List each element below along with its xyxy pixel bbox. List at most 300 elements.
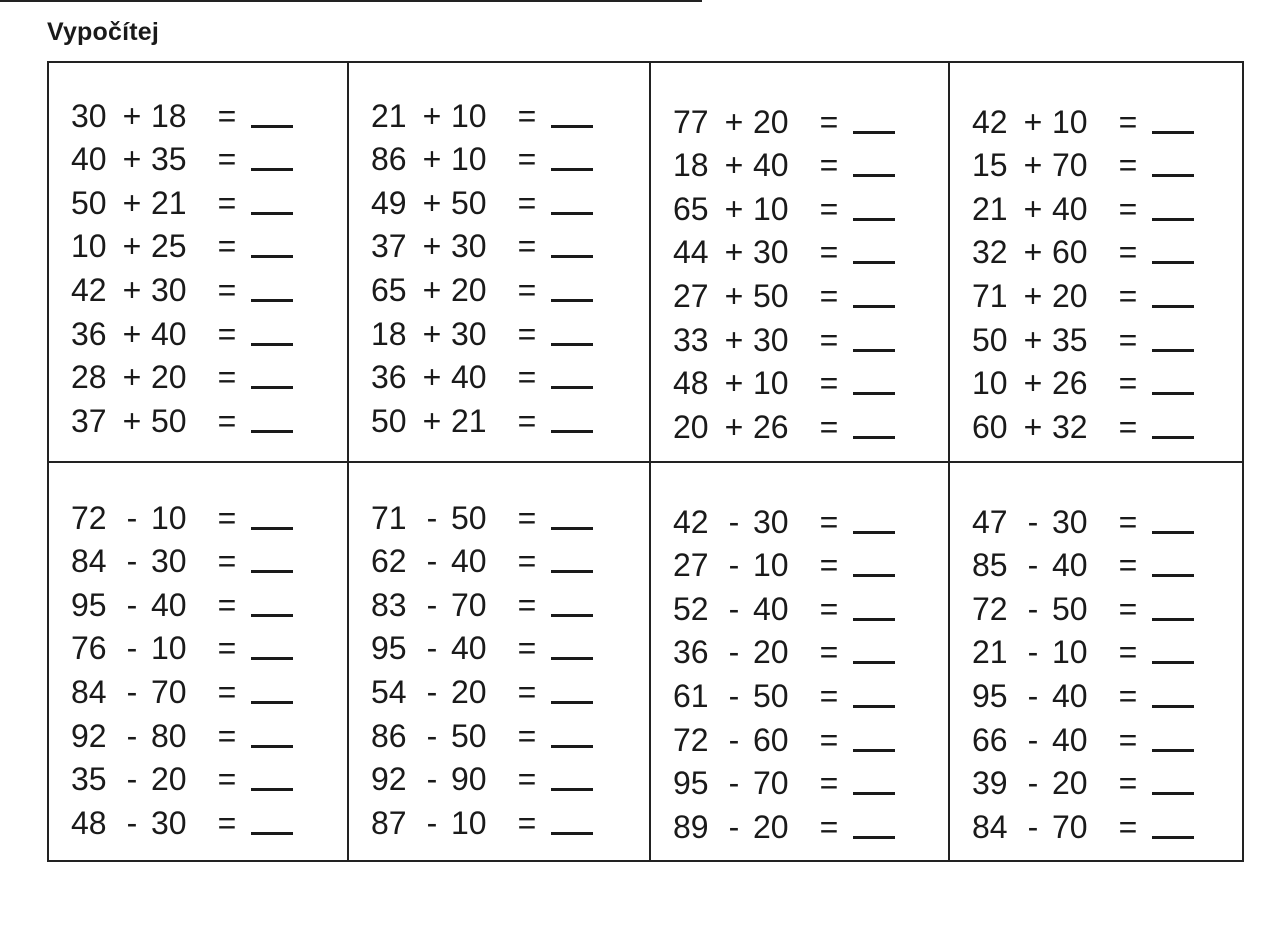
second-operand: 20 — [151, 761, 187, 798]
answer-blank[interactable] — [853, 531, 895, 534]
operator: + — [1023, 408, 1043, 445]
answer-blank[interactable] — [251, 745, 293, 748]
first-operand: 85 — [972, 547, 1008, 584]
first-operand: 52 — [673, 590, 709, 627]
operator: + — [422, 97, 442, 134]
second-operand: 80 — [151, 717, 187, 754]
answer-blank[interactable] — [1152, 836, 1194, 839]
math-problem — [71, 664, 347, 708]
equals-sign: = — [517, 543, 537, 580]
answer-blank[interactable] — [1152, 705, 1194, 708]
operator: + — [724, 365, 744, 402]
answer-blank[interactable] — [251, 788, 293, 791]
first-operand: 65 — [371, 271, 407, 308]
first-operand: 20 — [673, 408, 709, 445]
second-operand: 40 — [1052, 677, 1088, 714]
math-problem — [972, 712, 1242, 756]
first-operand: 21 — [972, 190, 1008, 227]
answer-blank[interactable] — [1152, 218, 1194, 221]
second-operand: 40 — [1052, 721, 1088, 758]
answer-blank[interactable] — [251, 527, 293, 530]
math-problem — [371, 350, 649, 394]
second-operand: 26 — [1052, 365, 1088, 402]
answer-blank[interactable] — [551, 430, 593, 433]
equals-sign: = — [819, 721, 839, 758]
equals-sign: = — [517, 184, 537, 221]
operator: - — [728, 765, 740, 802]
second-operand: 40 — [451, 543, 487, 580]
first-operand: 72 — [673, 721, 709, 758]
first-operand: 87 — [371, 804, 407, 841]
first-operand: 92 — [371, 761, 407, 798]
first-operand: 42 — [673, 503, 709, 540]
second-operand: 50 — [753, 277, 789, 314]
operator: - — [426, 804, 438, 841]
answer-blank[interactable] — [1152, 305, 1194, 308]
top-rule — [0, 0, 702, 2]
equals-sign: = — [1118, 408, 1138, 445]
first-operand: 86 — [371, 717, 407, 754]
operator: - — [1027, 677, 1039, 714]
equals-sign: = — [517, 271, 537, 308]
answer-blank[interactable] — [1152, 174, 1194, 177]
first-operand: 76 — [71, 630, 107, 667]
math-problem — [972, 494, 1242, 538]
first-operand: 36 — [371, 359, 407, 396]
equals-sign: = — [1118, 503, 1138, 540]
answer-blank[interactable] — [853, 305, 895, 308]
answer-blank[interactable] — [551, 168, 593, 171]
equals-sign: = — [517, 359, 537, 396]
operator: - — [126, 804, 138, 841]
second-operand: 30 — [451, 315, 487, 352]
math-problem — [371, 219, 649, 263]
equals-sign: = — [819, 321, 839, 358]
answer-blank[interactable] — [551, 125, 593, 128]
operator: - — [126, 761, 138, 798]
math-problem — [673, 94, 948, 138]
second-operand: 20 — [451, 673, 487, 710]
operator: + — [1023, 365, 1043, 402]
operator: - — [1027, 765, 1039, 802]
answer-blank[interactable] — [1152, 392, 1194, 395]
math-problem — [673, 538, 948, 582]
first-operand: 50 — [71, 184, 107, 221]
math-problem — [972, 138, 1242, 182]
answer-blank[interactable] — [853, 261, 895, 264]
operator: + — [1023, 103, 1043, 140]
operator: + — [422, 402, 442, 439]
first-operand: 42 — [71, 271, 107, 308]
answer-blank[interactable] — [853, 218, 895, 221]
operator: + — [122, 359, 142, 396]
second-operand: 10 — [753, 547, 789, 584]
math-problem — [71, 219, 347, 263]
equals-sign: = — [819, 408, 839, 445]
equals-sign: = — [1118, 147, 1138, 184]
operator: + — [422, 141, 442, 178]
math-problem — [673, 225, 948, 269]
operator: + — [422, 228, 442, 265]
math-problem — [673, 356, 948, 400]
answer-blank[interactable] — [251, 343, 293, 346]
operator: - — [426, 717, 438, 754]
first-operand: 72 — [71, 499, 107, 536]
operator: - — [1027, 590, 1039, 627]
second-operand: 18 — [151, 97, 187, 134]
second-operand: 20 — [753, 634, 789, 671]
operator: + — [122, 141, 142, 178]
first-operand: 40 — [71, 141, 107, 178]
equals-sign: = — [217, 141, 237, 178]
first-operand: 95 — [673, 765, 709, 802]
first-operand: 95 — [371, 630, 407, 667]
operator: - — [126, 543, 138, 580]
equals-sign: = — [517, 717, 537, 754]
second-operand: 60 — [1052, 234, 1088, 271]
math-problem — [972, 181, 1242, 225]
answer-blank[interactable] — [551, 832, 593, 835]
math-problem — [71, 88, 347, 132]
answer-blank[interactable] — [853, 749, 895, 752]
math-problem — [71, 350, 347, 394]
math-problem — [71, 534, 347, 578]
answer-blank[interactable] — [551, 386, 593, 389]
answer-blank[interactable] — [251, 832, 293, 835]
math-problem — [972, 668, 1242, 712]
math-problem — [972, 312, 1242, 356]
answer-blank[interactable] — [251, 168, 293, 171]
answer-blank[interactable] — [853, 661, 895, 664]
math-problem — [371, 664, 649, 708]
operator: + — [1023, 321, 1043, 358]
first-operand: 83 — [371, 586, 407, 623]
math-problem — [972, 538, 1242, 582]
answer-blank[interactable] — [1152, 618, 1194, 621]
answer-blank[interactable] — [853, 705, 895, 708]
operator: + — [724, 408, 744, 445]
equals-sign: = — [217, 271, 237, 308]
math-problem — [371, 621, 649, 665]
answer-blank[interactable] — [251, 701, 293, 704]
first-operand: 21 — [972, 634, 1008, 671]
operator: + — [122, 228, 142, 265]
operator: - — [1027, 721, 1039, 758]
math-problem — [71, 175, 347, 219]
operator: + — [1023, 190, 1043, 227]
answer-blank[interactable] — [251, 299, 293, 302]
equals-sign: = — [819, 103, 839, 140]
math-problem — [673, 181, 948, 225]
first-operand: 21 — [371, 97, 407, 134]
first-operand: 36 — [673, 634, 709, 671]
answer-blank[interactable] — [853, 574, 895, 577]
second-operand: 10 — [451, 141, 487, 178]
second-operand: 10 — [753, 365, 789, 402]
answer-blank[interactable] — [251, 386, 293, 389]
answer-blank[interactable] — [1152, 261, 1194, 264]
worksheet-title: Vypočítej — [47, 18, 160, 46]
second-operand: 35 — [151, 141, 187, 178]
operator: + — [422, 184, 442, 221]
equals-sign: = — [217, 804, 237, 841]
answer-blank[interactable] — [1152, 131, 1194, 134]
operator: + — [422, 271, 442, 308]
first-operand: 37 — [371, 228, 407, 265]
equals-sign: = — [517, 228, 537, 265]
operator: - — [728, 677, 740, 714]
second-operand: 30 — [151, 271, 187, 308]
second-operand: 40 — [151, 315, 187, 352]
operator: - — [126, 499, 138, 536]
operator: + — [724, 103, 744, 140]
answer-blank[interactable] — [551, 527, 593, 530]
first-operand: 92 — [71, 717, 107, 754]
answer-blank[interactable] — [551, 788, 593, 791]
equals-sign: = — [217, 630, 237, 667]
first-operand: 61 — [673, 677, 709, 714]
equals-sign: = — [819, 634, 839, 671]
math-problem — [972, 356, 1242, 400]
second-operand: 50 — [1052, 590, 1088, 627]
first-operand: 27 — [673, 277, 709, 314]
second-operand: 70 — [451, 586, 487, 623]
equals-sign: = — [819, 277, 839, 314]
equals-sign: = — [517, 315, 537, 352]
answer-blank[interactable] — [1152, 436, 1194, 439]
second-operand: 10 — [451, 97, 487, 134]
answer-blank[interactable] — [1152, 749, 1194, 752]
second-operand: 30 — [753, 503, 789, 540]
math-problem — [71, 795, 347, 839]
first-operand: 86 — [371, 141, 407, 178]
operator: + — [724, 321, 744, 358]
first-operand: 84 — [972, 808, 1008, 845]
answer-blank[interactable] — [1152, 349, 1194, 352]
equals-sign: = — [517, 761, 537, 798]
answer-blank[interactable] — [551, 614, 593, 617]
answer-blank[interactable] — [853, 436, 895, 439]
operator: - — [426, 761, 438, 798]
answer-blank[interactable] — [1152, 661, 1194, 664]
math-problem — [972, 799, 1242, 843]
equals-sign: = — [1118, 103, 1138, 140]
second-operand: 90 — [451, 761, 487, 798]
operator: - — [728, 503, 740, 540]
answer-blank[interactable] — [551, 212, 593, 215]
first-operand: 60 — [972, 408, 1008, 445]
operator: - — [728, 808, 740, 845]
first-operand: 48 — [71, 804, 107, 841]
math-problem — [371, 175, 649, 219]
answer-blank[interactable] — [853, 392, 895, 395]
answer-blank[interactable] — [251, 255, 293, 258]
exercise-cell — [651, 63, 950, 463]
first-operand: 18 — [371, 315, 407, 352]
operator: + — [1023, 277, 1043, 314]
first-operand: 35 — [71, 761, 107, 798]
answer-blank[interactable] — [251, 430, 293, 433]
first-operand: 10 — [972, 365, 1008, 402]
answer-blank[interactable] — [1152, 531, 1194, 534]
answer-blank[interactable] — [251, 657, 293, 660]
math-problem — [673, 581, 948, 625]
equals-sign: = — [217, 97, 237, 134]
math-problem — [71, 490, 347, 534]
first-operand: 71 — [972, 277, 1008, 314]
math-problem — [71, 621, 347, 665]
answer-blank[interactable] — [1152, 792, 1194, 795]
answer-blank[interactable] — [853, 836, 895, 839]
second-operand: 30 — [753, 234, 789, 271]
exercise-cell — [49, 463, 349, 860]
answer-blank[interactable] — [853, 131, 895, 134]
second-operand: 10 — [1052, 103, 1088, 140]
first-operand: 77 — [673, 103, 709, 140]
operator: - — [1027, 808, 1039, 845]
math-problem — [371, 490, 649, 534]
second-operand: 35 — [1052, 321, 1088, 358]
second-operand: 30 — [451, 228, 487, 265]
second-operand: 40 — [753, 147, 789, 184]
answer-blank[interactable] — [551, 657, 593, 660]
first-operand: 89 — [673, 808, 709, 845]
math-problem — [371, 262, 649, 306]
first-operand: 66 — [972, 721, 1008, 758]
math-problem — [673, 756, 948, 800]
equals-sign: = — [819, 677, 839, 714]
math-problem — [371, 534, 649, 578]
equals-sign: = — [819, 765, 839, 802]
operator: - — [1027, 547, 1039, 584]
second-operand: 20 — [1052, 277, 1088, 314]
first-operand: 28 — [71, 359, 107, 396]
operator: + — [122, 315, 142, 352]
equals-sign: = — [217, 402, 237, 439]
first-operand: 65 — [673, 190, 709, 227]
math-problem — [972, 225, 1242, 269]
answer-blank[interactable] — [551, 255, 593, 258]
equals-sign: = — [1118, 634, 1138, 671]
equals-sign: = — [819, 547, 839, 584]
operator: + — [724, 190, 744, 227]
equals-sign: = — [1118, 765, 1138, 802]
math-problem — [371, 795, 649, 839]
equals-sign: = — [1118, 321, 1138, 358]
answer-blank[interactable] — [251, 212, 293, 215]
equals-sign: = — [217, 499, 237, 536]
operator: + — [724, 277, 744, 314]
math-problem — [972, 625, 1242, 669]
operator: - — [1027, 634, 1039, 671]
math-problem — [972, 756, 1242, 800]
answer-blank[interactable] — [853, 792, 895, 795]
equals-sign: = — [1118, 365, 1138, 402]
second-operand: 30 — [151, 543, 187, 580]
operator: + — [724, 234, 744, 271]
second-operand: 40 — [753, 590, 789, 627]
math-problem — [673, 799, 948, 843]
operator: + — [1023, 234, 1043, 271]
second-operand: 10 — [1052, 634, 1088, 671]
answer-blank[interactable] — [1152, 574, 1194, 577]
answer-blank[interactable] — [251, 614, 293, 617]
first-operand: 48 — [673, 365, 709, 402]
math-problem — [371, 306, 649, 350]
exercise-cell — [950, 63, 1242, 463]
answer-blank[interactable] — [251, 125, 293, 128]
first-operand: 95 — [71, 586, 107, 623]
math-problem — [71, 132, 347, 176]
equals-sign: = — [1118, 808, 1138, 845]
equals-sign: = — [217, 543, 237, 580]
first-operand: 15 — [972, 147, 1008, 184]
equals-sign: = — [217, 184, 237, 221]
first-operand: 30 — [71, 97, 107, 134]
equals-sign: = — [217, 586, 237, 623]
answer-blank[interactable] — [551, 701, 593, 704]
exercise-cell — [49, 63, 349, 463]
second-operand: 70 — [753, 765, 789, 802]
second-operand: 50 — [451, 184, 487, 221]
operator: + — [122, 97, 142, 134]
equals-sign: = — [1118, 547, 1138, 584]
first-operand: 84 — [71, 543, 107, 580]
answer-blank[interactable] — [251, 570, 293, 573]
answer-blank[interactable] — [551, 570, 593, 573]
math-problem — [371, 752, 649, 796]
answer-blank[interactable] — [551, 745, 593, 748]
math-problem — [673, 625, 948, 669]
answer-blank[interactable] — [551, 343, 593, 346]
operator: - — [728, 547, 740, 584]
second-operand: 40 — [1052, 547, 1088, 584]
first-operand: 27 — [673, 547, 709, 584]
equals-sign: = — [517, 402, 537, 439]
second-operand: 10 — [151, 499, 187, 536]
first-operand: 50 — [371, 402, 407, 439]
first-operand: 32 — [972, 234, 1008, 271]
answer-blank[interactable] — [853, 174, 895, 177]
first-operand: 18 — [673, 147, 709, 184]
second-operand: 20 — [753, 808, 789, 845]
equals-sign: = — [1118, 234, 1138, 271]
math-problem — [673, 268, 948, 312]
equals-sign: = — [819, 365, 839, 402]
math-problem — [71, 577, 347, 621]
second-operand: 21 — [151, 184, 187, 221]
equals-sign: = — [819, 808, 839, 845]
second-operand: 10 — [753, 190, 789, 227]
operator: - — [426, 630, 438, 667]
operator: + — [1023, 147, 1043, 184]
second-operand: 21 — [451, 402, 487, 439]
answer-blank[interactable] — [551, 299, 593, 302]
answer-blank[interactable] — [853, 618, 895, 621]
operator: - — [126, 630, 138, 667]
second-operand: 30 — [1052, 503, 1088, 540]
equals-sign: = — [1118, 190, 1138, 227]
second-operand: 20 — [451, 271, 487, 308]
operator: + — [122, 271, 142, 308]
operator: + — [122, 184, 142, 221]
second-operand: 10 — [151, 630, 187, 667]
second-operand: 50 — [451, 499, 487, 536]
second-operand: 40 — [451, 630, 487, 667]
equals-sign: = — [1118, 590, 1138, 627]
answer-blank[interactable] — [853, 349, 895, 352]
first-operand: 71 — [371, 499, 407, 536]
